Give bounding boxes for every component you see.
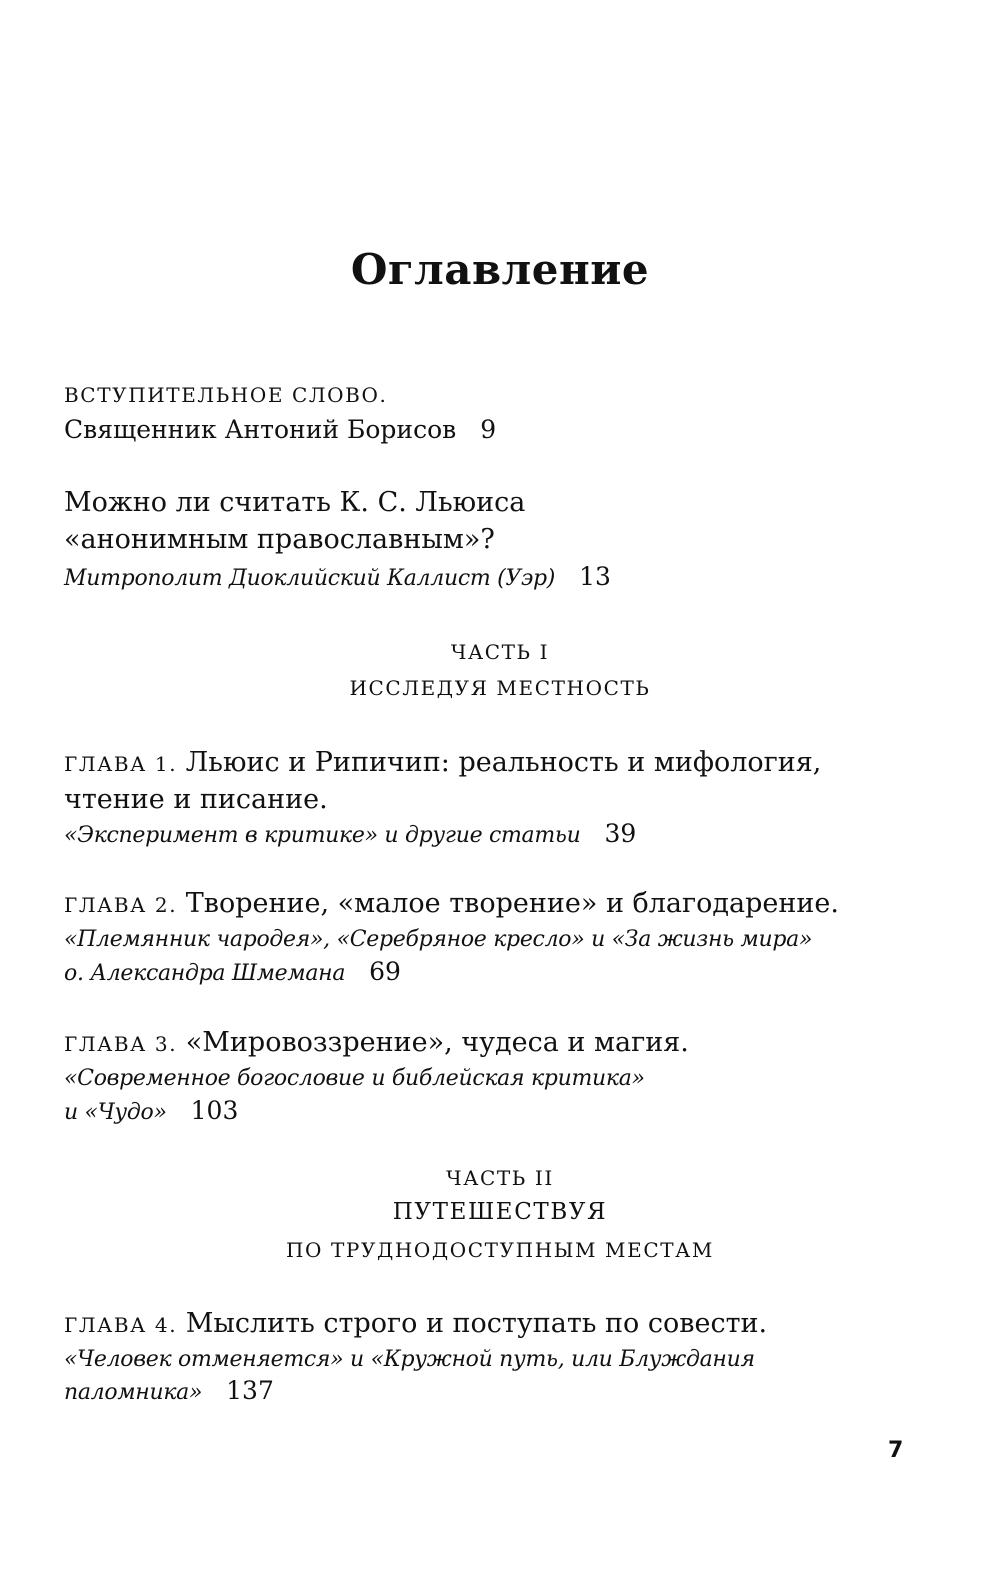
chapter4-subtitle-text1: «Человек отменяется» и «Кружной путь, или Блуждания (64, 1347, 755, 1372)
chapter3-subtitle-line2 (64, 1094, 238, 1130)
chapter3-title-text: «Мировоззрение», чудеса и магия. (185, 1027, 689, 1058)
chapter3-title-line1 (64, 1026, 689, 1061)
chapter2-page-number: 69 (369, 957, 401, 986)
chapter2-subtitle-text1: «Племянник чародея», «Серебряное кресло» и «За жизнь мира» (64, 927, 813, 952)
chapter4-page-number: 137 (226, 1376, 274, 1405)
chapter4-subtitle-line2 (64, 1374, 274, 1410)
essay-page-number: 13 (579, 562, 611, 591)
chapter1-label: ГЛАВА 1. (64, 752, 178, 776)
chapter4-title-text: Мыслить строго и поступать по совести. (185, 1308, 768, 1339)
chapter2-label: ГЛАВА 2. (64, 893, 178, 917)
part2-label: ЧАСТЬ II (446, 1166, 554, 1190)
chapter4-title-line1 (64, 1307, 767, 1342)
chapter2-subtitle-text2: о. Александра Шмемана (64, 961, 346, 986)
chapter1-page-number: 39 (604, 819, 637, 848)
page-number: 7 (888, 1438, 904, 1463)
chapter3-subtitle-line1 (64, 1060, 645, 1096)
chapter2-title-line1 (64, 887, 839, 922)
intro-author: Священник Антоний Борисов (64, 415, 457, 444)
part2-title-line1: ПУТЕШЕСТВУЯ (392, 1199, 608, 1225)
chapter1-title-text: Льюис и Рипичип: реальность и мифология, (185, 747, 822, 778)
chapter2-subtitle-line1 (64, 921, 812, 957)
chapter1-subtitle-line (64, 817, 636, 853)
page-title: Оглавление (350, 245, 650, 294)
part1-label: ЧАСТЬ I (450, 640, 550, 664)
chapter1-subtitle: «Эксперимент в критике» и другие статьи (64, 823, 581, 848)
intro-page-number: 9 (480, 415, 497, 444)
essay-title-line2: «анонимным православным»? (64, 524, 495, 555)
chapter3-page-number: 103 (190, 1096, 239, 1125)
essay-author-line (64, 560, 611, 596)
intro-heading: ВСТУПИТЕЛЬНОЕ СЛОВО. (64, 383, 388, 407)
essay-author: Митрополит Диоклийский Каллист (Уэр) (64, 566, 556, 591)
chapter3-subtitle-text2: и «Чудо» (64, 1100, 167, 1125)
chapter1-title-line1 (64, 746, 821, 781)
chapter4-label: ГЛАВА 4. (64, 1313, 178, 1337)
part2-title-line2: ПО ТРУДНОДОСТУПНЫМ МЕСТАМ (285, 1238, 715, 1262)
chapter3-label: ГЛАВА 3. (64, 1032, 178, 1056)
chapter3-subtitle-text1: «Современное богословие и библейская критика» (64, 1066, 645, 1091)
intro-author-line (64, 413, 496, 447)
chapter2-title-text: Творение, «малое творение» и благодарение. (185, 888, 839, 919)
chapter2-subtitle-line2 (64, 955, 401, 991)
chapter4-subtitle-line1 (64, 1341, 755, 1377)
chapter1-title-line2: чтение и писание. (64, 784, 328, 815)
part1-title: ИССЛЕДУЯ МЕСТНОСТЬ (349, 676, 651, 700)
essay-title-line1: Можно ли считать К. С. Льюиса (64, 487, 526, 518)
chapter4-subtitle-text2: паломника» (64, 1380, 203, 1405)
